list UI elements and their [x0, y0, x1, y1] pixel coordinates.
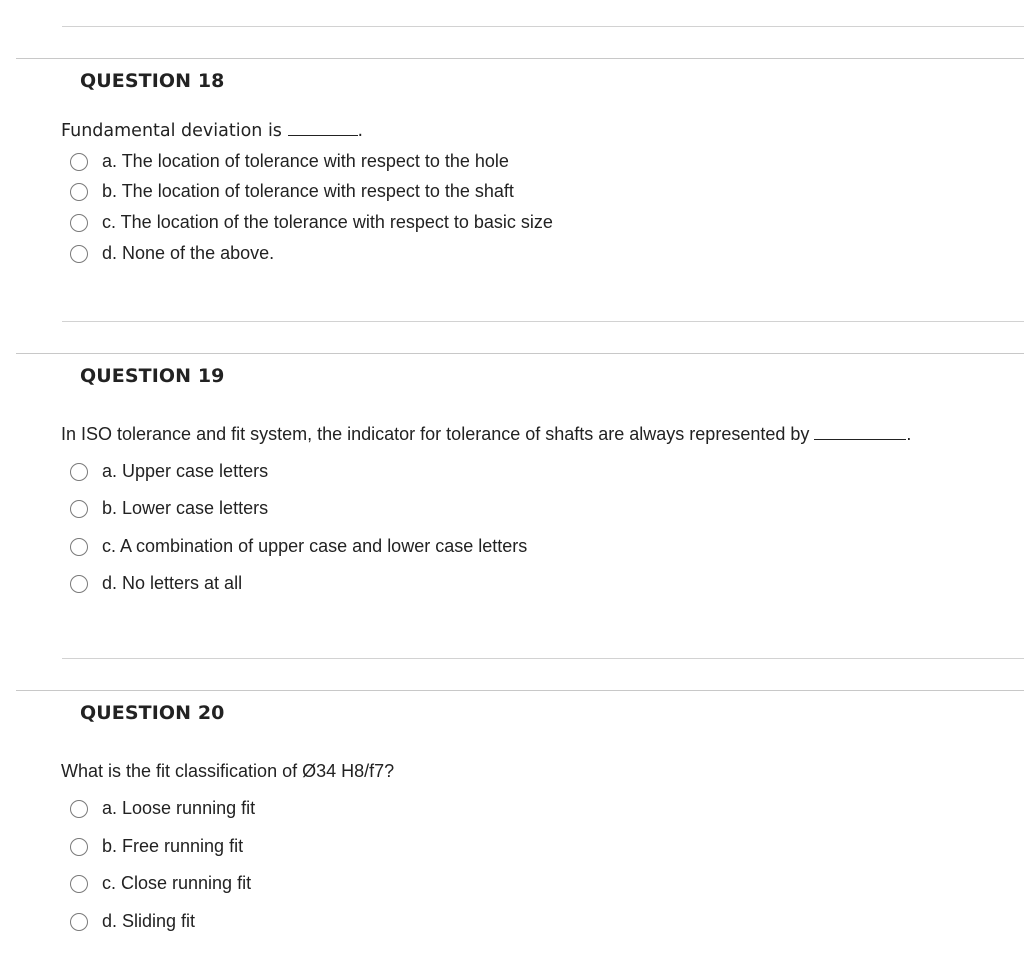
option-label: a. The location of tolerance with respect to the hole: [102, 151, 509, 171]
option-label: b. Free running fit: [102, 836, 244, 856]
answer-option-c[interactable]: [70, 212, 553, 233]
option-label: a. Loose running fit: [102, 798, 256, 818]
question-text: [61, 761, 394, 782]
option-label: b. The location of tolerance with respect to the shaft: [102, 181, 514, 201]
answer-option-b[interactable]: [70, 181, 514, 202]
divider: [62, 26, 1024, 27]
divider: [62, 321, 1024, 322]
answer-option-a[interactable]: [70, 798, 255, 819]
radio-button[interactable]: [70, 500, 88, 518]
blank-suffix: .: [906, 424, 912, 444]
question-text: [61, 424, 911, 445]
question-title: QUESTION 20: [80, 702, 225, 724]
question-prompt: In ISO tolerance and fit system, the indicator for tolerance of shafts are always represented by: [61, 424, 810, 444]
radio-button[interactable]: [70, 153, 88, 171]
answer-option-c[interactable]: [70, 536, 527, 557]
option-label: b. Lower case letters: [102, 498, 269, 518]
radio-button[interactable]: [70, 183, 88, 201]
answer-option-d[interactable]: [70, 911, 195, 932]
radio-button[interactable]: [70, 913, 88, 931]
radio-button[interactable]: [70, 838, 88, 856]
divider: [62, 658, 1024, 659]
option-label: d. No letters at all: [102, 573, 243, 593]
question-text: [61, 121, 363, 141]
radio-button[interactable]: [70, 875, 88, 893]
blank-suffix: .: [357, 121, 364, 141]
option-label: d. None of the above.: [102, 243, 275, 263]
radio-button[interactable]: [70, 245, 88, 263]
question-title: QUESTION 18: [80, 70, 225, 92]
question-prompt: What is the fit classification of Ø34 H8/f7?: [61, 761, 395, 781]
radio-button[interactable]: [70, 214, 88, 232]
radio-button[interactable]: [70, 463, 88, 481]
answer-option-b[interactable]: [70, 836, 243, 857]
option-label: c. Close running fit: [102, 873, 252, 893]
answer-blank: [814, 425, 906, 440]
question-title: QUESTION 19: [80, 365, 225, 387]
radio-button[interactable]: [70, 575, 88, 593]
radio-button[interactable]: [70, 800, 88, 818]
option-label: d. Sliding fit: [102, 911, 196, 931]
question-separator: [16, 353, 1024, 354]
answer-option-c[interactable]: [70, 873, 251, 894]
question-separator: [16, 58, 1024, 59]
answer-option-a[interactable]: [70, 151, 509, 172]
option-label: c. The location of the tolerance with respect to basic size: [102, 212, 553, 232]
answer-option-d[interactable]: [70, 243, 274, 264]
answer-option-a[interactable]: [70, 461, 268, 482]
question-separator: [16, 690, 1024, 691]
answer-option-b[interactable]: [70, 498, 268, 519]
answer-blank: [288, 121, 358, 136]
radio-button[interactable]: [70, 538, 88, 556]
option-label: a. Upper case letters: [102, 461, 269, 481]
answer-option-d[interactable]: [70, 573, 242, 594]
question-prompt: Fundamental deviation is: [61, 121, 282, 141]
option-label: c. A combination of upper case and lower case letters: [102, 536, 528, 556]
